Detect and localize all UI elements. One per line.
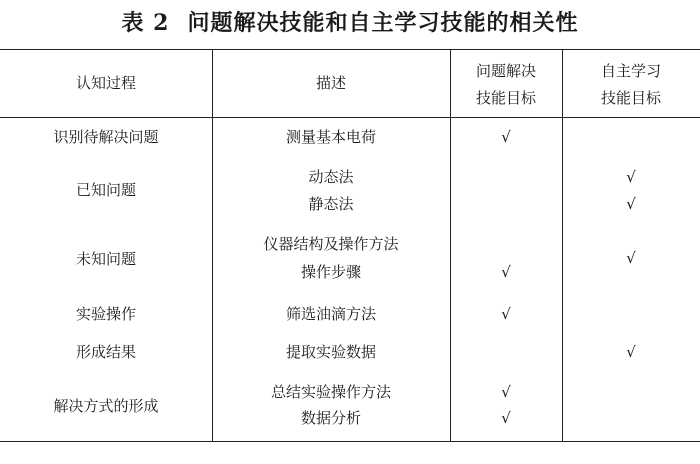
header-problem-line2: 技能目标 (475, 89, 536, 107)
row-4-problem-check-1: √ (501, 305, 511, 323)
table-top-rule (0, 49, 700, 50)
row-6-problem-check-2: √ (501, 409, 511, 427)
header-self-line2: 技能目标 (600, 89, 661, 107)
table-caption: 问题解决技能和自主学习技能的相关性 (187, 10, 579, 36)
row-6-process: 解决方式的形成 (53, 397, 159, 415)
row-3-description-1: 仪器结构及操作方法 (263, 235, 399, 253)
column-divider-3 (562, 50, 563, 441)
row-3-process: 未知问题 (75, 250, 136, 268)
header-process: 认知过程 (75, 74, 136, 92)
row-2-description-2: 静态法 (308, 195, 354, 213)
table-header-rule (0, 117, 700, 118)
row-2-process: 已知问题 (75, 181, 136, 199)
header-problem-line1: 问题解决 (475, 62, 536, 80)
row-4-description-1: 筛选油滴方法 (285, 305, 376, 323)
row-5-self-check-1: √ (626, 343, 636, 361)
row-2-self-check-2: √ (626, 195, 636, 213)
row-4-process: 实验操作 (75, 305, 136, 323)
table-number: 表 2 (121, 10, 170, 36)
table-bottom-rule (0, 441, 700, 442)
row-1-description-1: 测量基本电荷 (285, 128, 376, 146)
row-1-process: 识别待解决问题 (53, 128, 159, 146)
row-3-description-2: 操作步骤 (300, 263, 361, 281)
row-2-description-1: 动态法 (308, 168, 354, 186)
header-description: 描述 (315, 74, 346, 92)
row-6-description-2: 数据分析 (300, 409, 361, 427)
table-title (0, 6, 700, 40)
row-3-problem-check-2: √ (501, 263, 511, 281)
row-6-problem-check-1: √ (501, 383, 511, 401)
row-2-self-check-1: √ (626, 168, 636, 186)
row-5-description-1: 提取实验数据 (285, 343, 376, 361)
row-1-problem-check-1: √ (501, 128, 511, 146)
row-3-self-check-1: √ (626, 249, 636, 267)
row-5-process: 形成结果 (75, 343, 136, 361)
header-self-line1: 自主学习 (600, 62, 661, 80)
row-6-description-1: 总结实验操作方法 (270, 383, 391, 401)
